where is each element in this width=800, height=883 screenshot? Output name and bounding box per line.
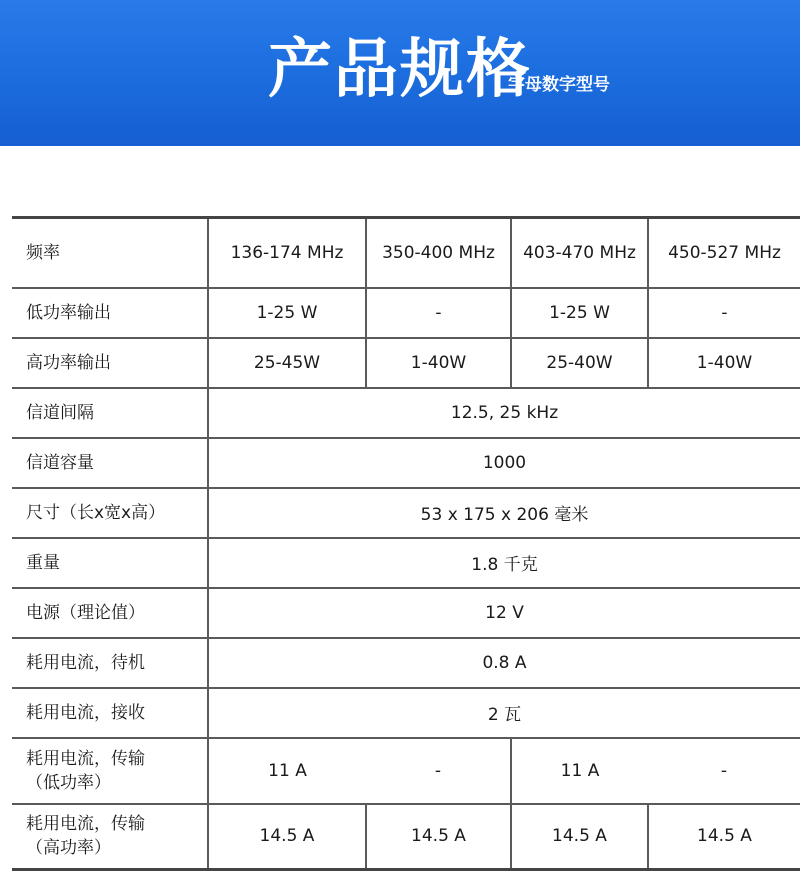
table-row [12,538,800,588]
header-banner [0,0,800,146]
table-cell: 25-40W [511,338,648,388]
table-row [12,638,800,688]
row-label: 耗用电流，待机 [12,638,208,688]
table-cell: 450-527 MHz [648,218,800,288]
table-row [12,588,800,638]
table-cell: 2 瓦 [208,688,800,738]
table-row [12,738,800,804]
table-row [12,338,800,388]
table-cell: 11 A [208,738,366,804]
row-label: 低功率输出 [12,288,208,338]
table-cell: 14.5 A [511,804,648,870]
table-cell: 14.5 A [208,804,366,870]
row-label: 尺寸（长x宽x高） [12,488,208,538]
table-cell: 12 V [208,588,800,638]
table-cell: 11 A [511,738,648,804]
table-cell: 1.8 千克 [208,538,800,588]
table-cell: 25-45W [208,338,366,388]
table-cell: - [648,738,800,804]
table-cell: 1-40W [648,338,800,388]
table-cell: - [366,288,511,338]
table-cell: 1-25 W [208,288,366,338]
row-label: 高功率输出 [12,338,208,388]
row-label: 频率 [12,218,208,288]
row-label: 耗用电流，传输 （高功率） [12,804,208,870]
table-cell: 14.5 A [366,804,511,870]
table-cell: 1-40W [366,338,511,388]
table-cell: 53 x 175 x 206 毫米 [208,488,800,538]
row-label: 重量 [12,538,208,588]
table-cell: 1000 [208,438,800,488]
table-row [12,688,800,738]
table-cell: 136-174 MHz [208,218,366,288]
table-cell: 403-470 MHz [511,218,648,288]
table-row [12,288,800,338]
row-label: 耗用电流，接收 [12,688,208,738]
table-cell: 12.5, 25 kHz [208,388,800,438]
row-label: 电源（理论值） [12,588,208,638]
table-row [12,804,800,870]
table-cell: 1-25 W [511,288,648,338]
table-row [12,218,800,288]
table-row [12,388,800,438]
table-cell: 14.5 A [648,804,800,870]
page-title: 产品规格 [268,33,532,107]
table-cell: 350-400 MHz [366,218,511,288]
table-cell: 0.8 A [208,638,800,688]
row-label: 耗用电流，传输 （低功率） [12,738,208,804]
table-cell: - [648,288,800,338]
table-row [12,438,800,488]
spec-table [12,216,800,871]
row-label: 信道容量 [12,438,208,488]
table-cell: - [366,738,511,804]
page-subtitle: 字母数字型号 [508,75,610,95]
table-row [12,488,800,538]
row-label: 信道间隔 [12,388,208,438]
